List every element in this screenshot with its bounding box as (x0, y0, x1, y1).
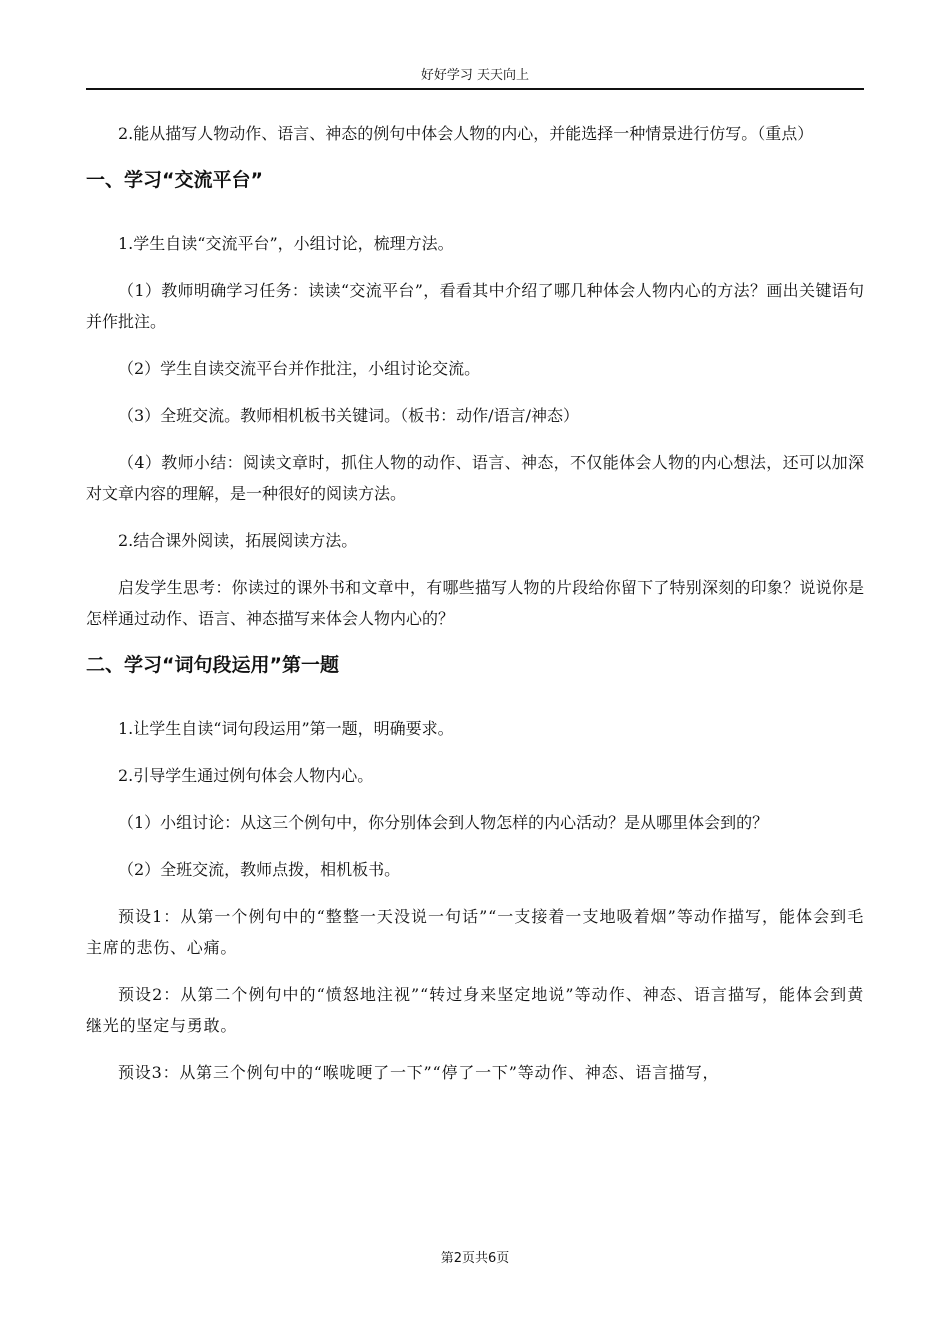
paragraph: （1）教师明确学习任务：读读“交流平台”，看看其中介绍了哪几种体会人物内心的方法？画出关键语句并作批注。 (86, 281, 864, 331)
paragraph: 预设3：从第三个例句中的“喉咙哽了一下”“停了一下”等动作、神态、语言描写， (118, 1063, 720, 1082)
paragraph: （3）全班交流。教师相机板书关键词。（板书：动作/语言/神态） (118, 406, 579, 425)
paragraph: 预设1：从第一个例句中的“整整一天没说一句话”“一支接着一支地吸着烟”等动作描写，能体会到毛主席的悲伤、心痛。 (86, 907, 864, 957)
page-footer: 第2页共6页 (440, 1251, 510, 1266)
section-heading: 二、学习“词句段运用”第一题 (86, 654, 339, 676)
paragraph: （4）教师小结：阅读文章时，抓住人物的动作、语言、神态，不仅能体会人物的内心想法，还可以加深对文章内容的理解，是一种很好的阅读方法。 (86, 453, 864, 503)
section-heading: 一、学习“交流平台” (86, 169, 263, 191)
paragraph: 2.能从描写人物动作、语言、神态的例句中体会人物的内心，并能选择一种情景进行仿写。（重点） (118, 124, 814, 143)
paragraph: 1.学生自读“交流平台”，小组讨论，梳理方法。 (118, 234, 454, 253)
paragraph: （2）全班交流，教师点拨，相机板书。 (118, 860, 401, 879)
paragraph: （1）小组讨论：从这三个例句中，你分别体会到人物怎样的内心活动？是从哪里体会到的？ (118, 813, 769, 832)
paragraph: 2.结合课外阅读，拓展阅读方法。 (118, 531, 358, 550)
paragraph: 2.引导学生通过例句体会人物内心。 (118, 766, 374, 785)
page-header: 好好学习 天天向上 (86, 66, 864, 90)
paragraph: 1.让学生自读“词句段运用”第一题，明确要求。 (118, 719, 454, 738)
paragraph: 预设2：从第二个例句中的“愤怒地注视”“转过身来坚定地说”等动作、神态、语言描写，能体会到黄继光的坚定与勇敢。 (86, 985, 864, 1035)
document-body (86, 118, 864, 1104)
paragraph: 启发学生思考：你读过的课外书和文章中，有哪些描写人物的片段给你留下了特别深刻的印象？说说你是怎样通过动作、语言、神态描写来体会人物内心的？ (86, 578, 864, 628)
paragraph: （2）学生自读交流平台并作批注，小组讨论交流。 (118, 359, 481, 378)
